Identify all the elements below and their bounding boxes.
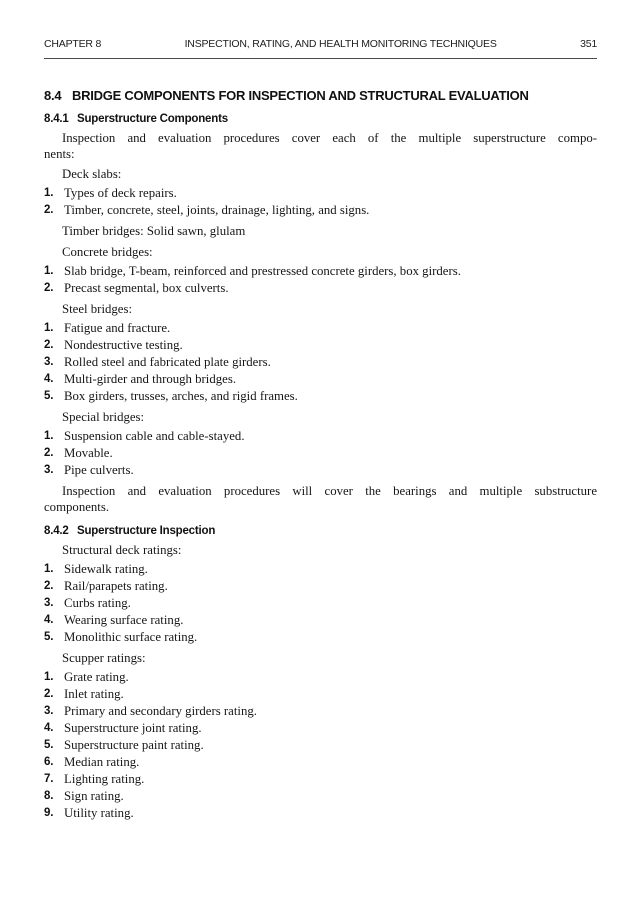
item-text: Timber, concrete, steel, joints, drainage, lighting, and signs. — [64, 203, 370, 217]
numbered-list — [44, 669, 597, 822]
paragraph — [44, 483, 597, 515]
item-number: 1. — [44, 563, 54, 575]
numbered-item — [44, 686, 597, 703]
item-text: Wearing surface rating. — [64, 613, 184, 627]
numbered-item — [44, 703, 597, 720]
item-number: 3. — [44, 705, 54, 717]
running-header — [44, 38, 597, 50]
list-label: Concrete bridges: — [62, 245, 153, 259]
heading-text: Superstructure Components — [77, 113, 228, 125]
item-number: 1. — [44, 322, 54, 334]
page-content — [44, 58, 597, 822]
numbered-list — [44, 320, 597, 405]
paragraph — [44, 130, 597, 162]
item-text: Grate rating. — [64, 670, 129, 684]
item-text: Nondestructive testing. — [64, 338, 183, 352]
item-text: Primary and secondary girders rating. — [64, 704, 257, 718]
page-number: 351 — [580, 38, 597, 50]
item-number: 2. — [44, 339, 54, 351]
item-text: Multi-girder and through bridges. — [64, 372, 237, 386]
item-number: 3. — [44, 356, 54, 368]
item-number: 5. — [44, 739, 54, 751]
numbered-item — [44, 771, 597, 788]
item-text: Suspension cable and cable-stayed. — [64, 429, 245, 443]
item-number: 1. — [44, 187, 54, 199]
item-text: Lighting rating. — [64, 772, 145, 786]
item-number: 5. — [44, 390, 54, 402]
item-text: Inlet rating. — [64, 687, 124, 701]
item-text: Pipe culverts. — [64, 463, 134, 477]
numbered-item — [44, 737, 597, 754]
numbered-item — [44, 388, 597, 405]
heading-number: 8.4.2 — [44, 525, 69, 537]
item-text: Monolithic surface rating. — [64, 630, 198, 644]
paragraph-line: nents: — [44, 147, 75, 161]
numbered-list — [44, 428, 597, 479]
numbered-item — [44, 561, 597, 578]
numbered-item — [44, 612, 597, 629]
numbered-item — [44, 185, 597, 202]
running-title: INSPECTION, RATING, AND HEALTH MONITORING TECHNIQUES — [184, 38, 497, 50]
item-text: Curbs rating. — [64, 596, 131, 610]
item-number: 7. — [44, 773, 54, 785]
heading-text: Superstructure Inspection — [77, 525, 216, 537]
item-number: 2. — [44, 447, 54, 459]
numbered-item — [44, 462, 597, 479]
item-text: Sign rating. — [64, 789, 124, 803]
numbered-item — [44, 337, 597, 354]
item-number: 4. — [44, 614, 54, 626]
paragraph-line: Inspection and evaluation procedures cover each of the multiple superstructure compo- — [62, 131, 597, 145]
item-number: 1. — [44, 265, 54, 277]
numbered-item — [44, 720, 597, 737]
numbered-item — [44, 805, 597, 822]
numbered-item — [44, 263, 597, 280]
numbered-item — [44, 371, 597, 388]
item-text: Superstructure paint rating. — [64, 738, 204, 752]
numbered-item — [44, 578, 597, 595]
heading-text: BRIDGE COMPONENTS FOR INSPECTION AND STRUCTURAL EVALUATION — [72, 88, 529, 103]
numbered-item — [44, 595, 597, 612]
item-number: 3. — [44, 464, 54, 476]
item-text: Median rating. — [64, 755, 140, 769]
paragraph-line: Inspection and evaluation procedures will cover the bearings and multiple substructure — [62, 484, 597, 498]
item-number: 2. — [44, 282, 54, 294]
heading-number: 8.4 — [44, 88, 62, 103]
item-number: 2. — [44, 580, 54, 592]
item-number: 3. — [44, 597, 54, 609]
item-number: 9. — [44, 807, 54, 819]
numbered-item — [44, 428, 597, 445]
item-text: Fatigue and fracture. — [64, 321, 171, 335]
numbered-item — [44, 202, 597, 219]
list-label: Timber bridges: Solid sawn, glulam — [62, 224, 246, 238]
numbered-item — [44, 629, 597, 646]
list-label: Deck slabs: — [62, 167, 122, 181]
item-number: 2. — [44, 688, 54, 700]
subsection-heading — [44, 525, 597, 538]
item-text: Sidewalk rating. — [64, 562, 148, 576]
numbered-item — [44, 669, 597, 686]
list-label: Steel bridges: — [62, 302, 133, 316]
item-text: Types of deck repairs. — [64, 186, 177, 200]
item-number: 5. — [44, 631, 54, 643]
numbered-item — [44, 320, 597, 337]
item-text: Superstructure joint rating. — [64, 721, 202, 735]
item-text: Utility rating. — [64, 806, 134, 820]
section-heading — [44, 89, 597, 103]
numbered-list — [44, 185, 597, 219]
numbered-item — [44, 280, 597, 297]
list-label: Scupper ratings: — [62, 651, 146, 665]
item-number: 8. — [44, 790, 54, 802]
numbered-item — [44, 754, 597, 771]
heading-number: 8.4.1 — [44, 113, 69, 125]
list-label: Special bridges: — [62, 410, 145, 424]
subsection-heading — [44, 113, 597, 126]
item-number: 4. — [44, 722, 54, 734]
item-number: 6. — [44, 756, 54, 768]
item-number: 4. — [44, 373, 54, 385]
numbered-list — [44, 263, 597, 297]
numbered-item — [44, 354, 597, 371]
item-number: 1. — [44, 671, 54, 683]
item-text: Rolled steel and fabricated plate girders. — [64, 355, 271, 369]
paragraph-line: components. — [44, 500, 110, 514]
item-number: 2. — [44, 204, 54, 216]
item-text: Rail/parapets rating. — [64, 579, 168, 593]
list-label: Structural deck ratings: — [62, 543, 182, 557]
item-text: Movable. — [64, 446, 113, 460]
item-text: Precast segmental, box culverts. — [64, 281, 229, 295]
item-text: Slab bridge, T-beam, reinforced and prestressed concrete girders, box girders. — [64, 264, 461, 278]
chapter-label: CHAPTER 8 — [44, 38, 102, 50]
numbered-item — [44, 445, 597, 462]
item-number: 1. — [44, 430, 54, 442]
item-text: Box girders, trusses, arches, and rigid frames. — [64, 389, 298, 403]
numbered-list — [44, 561, 597, 646]
numbered-item — [44, 788, 597, 805]
